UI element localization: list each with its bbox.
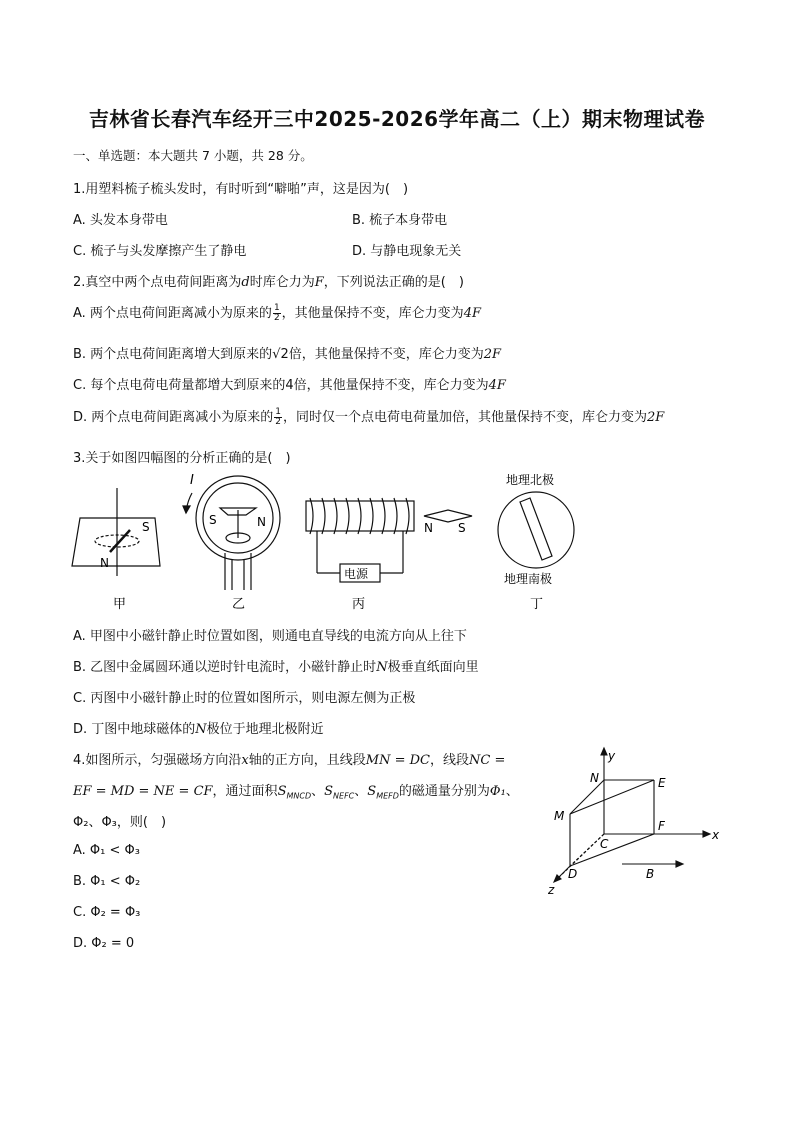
q3-option-c: C. 丙图中小磁针静止时的位置如图所示，则电源左侧为正极 — [73, 691, 416, 706]
q2-option-c: C. 每个点电荷电荷量都增大到原来的4倍，其他量保持不变，库仑力变为4F — [73, 378, 506, 393]
q3-option-a: A. 甲图中小磁针静止时位置如图，则通电直导线的电流方向从上往下 — [73, 629, 467, 644]
figure-bing — [306, 498, 472, 582]
yi-n-label: N — [257, 515, 266, 529]
page-title: 吉林省长春汽车经开三中2025-2026学年高二（上）期末物理试卷 — [88, 107, 706, 131]
ding-south-label: 地理南极 — [504, 572, 553, 586]
q1-option-a: A. 头发本身带电 — [73, 213, 168, 228]
ding-north-label: 地理北极 — [506, 473, 555, 487]
fig-label-jia: 甲 — [113, 597, 127, 612]
point-f-label: F — [658, 819, 665, 833]
q4-option-c: C. Φ₂ = Φ₃ — [73, 905, 141, 920]
axis-z-label: z — [548, 883, 555, 897]
yi-current-label: I — [190, 473, 194, 488]
fig-label-yi: 乙 — [232, 597, 246, 612]
q4-figure — [540, 742, 730, 900]
section-heading: 一、单选题：本大题共 7 小题，共 28 分。 — [73, 148, 313, 163]
q4-option-a: A. Φ₁ < Φ₃ — [73, 843, 140, 858]
q1-option-c: C. 梳子与头发摩擦产生了静电 — [73, 244, 247, 259]
q2-option-b: B. 两个点电荷间距离增大到原来的√2倍，其他量保持不变，库仑力变为2F — [73, 347, 502, 362]
field-b-label: B — [646, 867, 655, 881]
q1-stem: 1.用塑料梳子梳头发时，有时听到“噼啪”声，这是因为( ) — [73, 182, 409, 197]
fraction-one-half: $\frac{1}{2}$ — [275, 407, 282, 427]
q4-option-b: B. Φ₁ < Φ₂ — [73, 874, 141, 889]
q2-option-d: D. 两个点电荷间距离减小为原来的 $\frac{1}{2}$ ，同时仅一个点电荷电荷量加倍，其他量保持不变，库仑力变为2F — [73, 407, 665, 427]
bing-s-label: S — [458, 521, 466, 535]
fraction-one-half: $\frac{1}{2}$ — [273, 303, 280, 323]
point-m-label: M — [554, 809, 565, 823]
q3-figures — [60, 468, 600, 616]
q2-stem: 2.真空中两个点电荷间距离为d时库仑力为F，下列说法正确的是( ) — [73, 275, 464, 290]
q4-option-d: D. Φ₂ = 0 — [73, 936, 135, 951]
q4-stem-line2: EF = MD = NE = CF，通过面积$S_{MNCD}$、$S_{NEFC}$、$S_{MEFD}$的磁通量分别为Φ₁、 — [73, 784, 519, 801]
jia-n-label: N — [100, 556, 109, 570]
q3-stem: 3.关于如图四幅图的分析正确的是( ) — [73, 451, 291, 466]
point-n-label: N — [590, 771, 599, 785]
axis-y-label: y — [608, 749, 616, 763]
q1-option-d: D. 与静电现象无关 — [352, 244, 462, 259]
point-d-label: D — [568, 867, 578, 881]
fig-label-bing: 丙 — [352, 597, 366, 612]
jia-s-label: S — [142, 520, 150, 534]
bing-n-label: N — [424, 521, 433, 535]
q2-option-a: A. 两个点电荷间距离减小为原来的 $\frac{1}{2}$ ，其他量保持不变，库仑力变为4F — [73, 303, 481, 323]
point-e-label: E — [658, 776, 666, 790]
figure-yi — [183, 476, 280, 590]
yi-s-label: S — [209, 513, 217, 527]
q3-option-b: B. 乙图中金属圆环通以逆时针电流时，小磁针静止时N极垂直纸面向里 — [73, 660, 479, 675]
fig-label-ding: 丁 — [530, 597, 544, 612]
q4-stem-line1: 4.如图所示，匀强磁场方向沿x轴的正方向，且线段MN = DC，线段NC = — [73, 753, 506, 768]
point-c-label: C — [600, 837, 609, 851]
q3-option-d: D. 丁图中地球磁体的N极位于地理北极附近 — [73, 722, 324, 737]
figure-ding — [498, 492, 574, 568]
q1-option-b: B. 梳子本身带电 — [352, 213, 448, 228]
bing-power-label: 电源 — [344, 567, 369, 581]
axis-x-label: x — [712, 828, 720, 842]
q4-stem-line3: Φ₂、Φ₃，则( ) — [73, 815, 167, 830]
